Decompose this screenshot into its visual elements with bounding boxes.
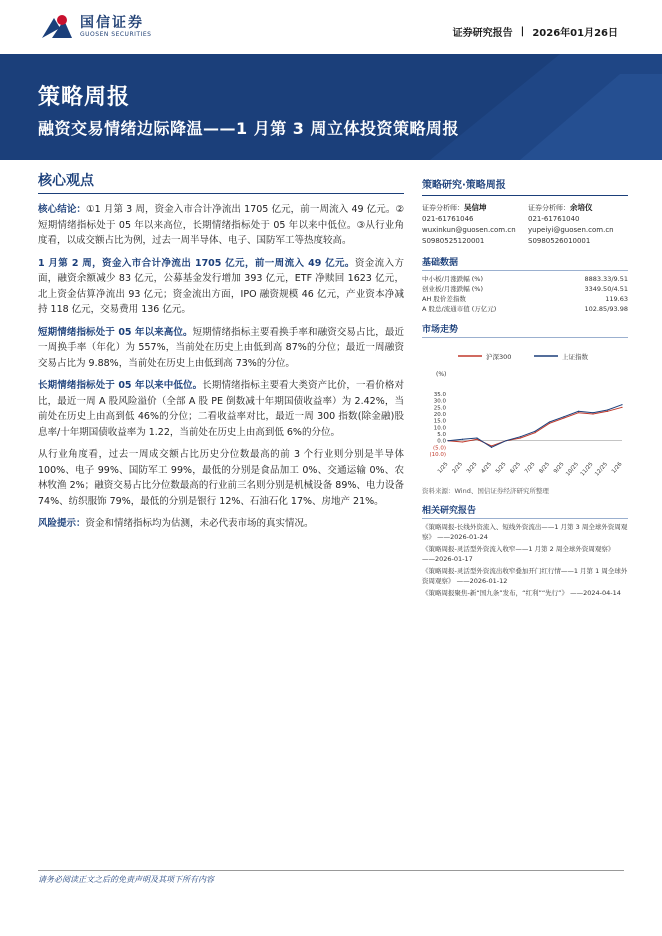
x-tick-label: 7/25 xyxy=(523,461,537,475)
analyst-email[interactable]: wuxinkun@guosen.com.cn xyxy=(422,226,516,234)
short-term-text: 短期情绪指标主要看换手率和融资交易占比，最近一周换手率（年化）为 557%，当前处在历史上由低到高 87%的分位；最近一周融资交易占比为 9.88%，当前处在历史上由低到高 73%的分位。 xyxy=(38,326,404,369)
fund-flow-label: 1 月第 2 周，资金入市合计净流出 1705 亿元，前一周流入 49 亿元。 xyxy=(38,257,355,269)
footer-divider xyxy=(38,870,624,871)
core-views-title: 核心观点 xyxy=(38,170,404,194)
fund-flow-text: 资金流入方面，融资余额减少 83 亿元，公募基金发行增加 393 亿元，ETF 净赎回 1623 亿元，北上资金估算净流出 93 亿元；资金流出方面，IPO 融资规模 46 亿元，产业资本净减持 118 亿元，交易费用 136 亿元。 xyxy=(38,257,404,315)
data-point xyxy=(592,413,593,414)
analyst-card xyxy=(528,202,628,247)
x-tick-label: 2/25 xyxy=(451,461,465,475)
main-content xyxy=(38,170,404,539)
basic-data-key: AH 股价差指数 xyxy=(422,295,466,303)
related-report-item[interactable]: 《策略周报聚焦-新“国九条”发布，“红利”“先行”》 ——2024-04-14 xyxy=(422,589,621,597)
report-date: 2026年01月26日 xyxy=(532,28,618,39)
y-tick-label: 30.0 xyxy=(433,398,446,405)
market-trend-svg xyxy=(422,342,628,484)
data-point xyxy=(534,431,535,432)
x-tick-label: 12/25 xyxy=(594,461,610,478)
data-point xyxy=(607,411,608,412)
data-point xyxy=(491,445,492,446)
report-type: 证券研究报告 xyxy=(452,28,513,39)
x-tick-label: 1/26 xyxy=(610,461,624,475)
industry-paragraph: 从行业角度看，过去一周成交额占比历史分位数最高的前 3 个行业则分别是半导体 100%、电子 99%、国防军工 99%，最低的分别是食品加工 0%、交通运输 0%、农林牧渔 2%；融资交易占比分位数最高的行业前三名则分别是机械设备 89%、电力设备 74%、纺织服饰 79%，最低的分别是银行 12%、石油石化 17%、房地产 21%。 xyxy=(38,449,404,507)
data-point xyxy=(578,412,579,413)
brand-name-en: GUOSEN SECURITIES xyxy=(80,31,152,38)
x-tick-label: 6/25 xyxy=(509,461,523,475)
short-term-label: 短期情绪指标处于 05 年以来高位。 xyxy=(38,326,193,338)
data-point xyxy=(476,437,477,438)
data-point xyxy=(476,439,477,440)
core-conclusion-text: ①1 月第 3 周，资金入市合计净流出 1705 亿元，前一周流入 49 亿元。②短期情绪指标处于 05 年以来高位，长期情绪指标处于 05 年以来中低位。③从行业角度看，以成交额占比为例，过去一周半导体、电子、国防军工等热度较高。 xyxy=(38,204,404,246)
basic-data-value: 102.85/93.98 xyxy=(584,305,628,313)
y-tick-label: 25.0 xyxy=(433,405,446,412)
analyst-phone: 021-61761046 xyxy=(422,215,474,223)
market-trend-chart xyxy=(422,342,628,484)
basic-data-table xyxy=(422,274,628,314)
basic-data-key: 中小板/月涨跌幅 (%) xyxy=(422,275,484,283)
analyst-license: S0980525120001 xyxy=(422,237,485,245)
basic-data-row xyxy=(422,274,628,284)
data-point xyxy=(520,436,521,437)
related-reports-title: 相关研究报告 xyxy=(422,503,628,519)
meta-separator: | xyxy=(520,26,525,37)
data-point xyxy=(621,407,622,408)
basic-data-value: 119.63 xyxy=(605,295,628,303)
report-title: 策略周报 xyxy=(38,85,131,110)
analyst-list xyxy=(422,202,628,247)
brand-logo xyxy=(40,14,151,40)
data-point xyxy=(534,432,535,433)
x-tick-label: 1/25 xyxy=(436,461,450,475)
basic-data-value: 8883.33/9.51 xyxy=(584,275,628,283)
legend-label: 沪深300 xyxy=(486,353,512,361)
basic-data-key: 创业板/月涨跌幅 (%) xyxy=(422,285,484,293)
data-point xyxy=(563,416,564,417)
y-tick-label: 5.0 xyxy=(437,432,446,438)
data-point xyxy=(621,404,622,405)
y-tick-label: 20.0 xyxy=(433,412,446,418)
sidebar xyxy=(422,176,628,600)
data-point xyxy=(462,439,463,440)
related-report-item[interactable]: 《策略周报-灵活型外资流出收窄叠加开门红行情——1 月第 1 周全球外资周观察》 ——2026-01-12 xyxy=(422,567,628,585)
y-tick-label: (10.0) xyxy=(429,452,446,458)
y-tick-label: (5.0) xyxy=(432,445,446,452)
long-term-label: 长期情绪指标处于 05 年以来中低位。 xyxy=(38,380,203,391)
analyst-license: S0980526010001 xyxy=(528,237,591,245)
data-point xyxy=(578,411,579,412)
x-tick-label: 3/25 xyxy=(465,461,479,475)
analyst-name: 吴信坤 xyxy=(464,203,487,212)
data-point xyxy=(563,417,564,418)
fund-flow-paragraph xyxy=(38,256,404,318)
risk-paragraph xyxy=(38,516,404,532)
risk-text: 资金和情绪指标均为估测，未必代表市场的真实情况。 xyxy=(85,518,314,529)
x-tick-label: 10/25 xyxy=(565,461,581,478)
basic-data-row xyxy=(422,304,628,314)
guosen-logo-icon xyxy=(40,14,74,40)
report-header xyxy=(0,0,662,54)
analyst-role: 证券分析师： xyxy=(528,204,570,212)
core-conclusion-label: 核心结论： xyxy=(38,204,87,215)
y-tick-label: 15.0 xyxy=(433,418,446,425)
long-term-paragraph xyxy=(38,378,404,440)
related-reports-list xyxy=(422,522,628,598)
data-point xyxy=(607,409,608,410)
related-report-item[interactable]: 《策略周报-灵活型外资流入收窄——1 月第 2 周全球外资周观察》 ——2026-01-17 xyxy=(422,545,615,563)
y-tick-label: 35.0 xyxy=(433,392,446,398)
x-tick-label: 11/25 xyxy=(579,461,595,478)
basic-data-key: A 股总/流通市值 (万亿元) xyxy=(422,305,497,313)
data-point xyxy=(505,440,506,441)
analyst-role: 证券分析师： xyxy=(422,204,464,212)
analyst-email[interactable]: yupeiyi@guosen.com.cn xyxy=(528,226,614,234)
data-point xyxy=(592,412,593,413)
basic-data-row xyxy=(422,284,628,294)
basic-data-row xyxy=(422,294,628,304)
report-subtitle: 融资交易情绪边际降温——1 月第 3 周立体投资策略周报 xyxy=(38,119,459,138)
x-tick-label: 5/25 xyxy=(494,461,508,475)
short-term-paragraph xyxy=(38,325,404,372)
market-trend-title: 市场走势 xyxy=(422,322,628,338)
data-point xyxy=(491,447,492,448)
legend-label: 上证指数 xyxy=(562,353,588,361)
core-conclusion xyxy=(38,202,404,249)
footer-disclaimer: 请务必阅读正文之后的免责声明及其项下所有内容 xyxy=(38,875,214,884)
y-tick-label: 0.0 xyxy=(437,438,446,445)
report-meta xyxy=(453,24,618,39)
title-banner xyxy=(0,54,662,160)
analyst-phone: 021-61761040 xyxy=(528,215,580,223)
long-term-text: 长期情绪指标主要看大类资产比价，一看价格对比，最近一周 A 股风险溢价（全部 A 股 PE 倒数减十年期国债收益率）为 2.42%，当前处在历史上由高到低 46%的分位；二看收益率对比，最近一周 300 指数(除金融)股息率/十年期国债收益率为 1.22，当前处在历史上由高到低 6%的分位。 xyxy=(38,380,404,438)
chart-source: 资料来源：Wind、国信证券经济研究所整理 xyxy=(422,487,549,495)
x-tick-label: 9/25 xyxy=(552,461,566,475)
series-line xyxy=(448,407,622,446)
x-tick-label: 4/25 xyxy=(480,461,494,475)
analyst-name: 余培仪 xyxy=(570,203,593,212)
risk-label: 风险提示： xyxy=(38,518,86,529)
y-axis-label: (%) xyxy=(436,371,447,378)
data-point xyxy=(549,421,550,422)
data-point xyxy=(462,441,463,442)
y-tick-label: 10.0 xyxy=(433,425,446,432)
sidebar-category: 策略研究·策略周报 xyxy=(422,176,628,196)
x-tick-label: 8/25 xyxy=(538,461,552,475)
analyst-card xyxy=(422,202,522,247)
brand-name-cn: 国信证券 xyxy=(80,15,144,31)
data-point xyxy=(549,423,550,424)
data-point xyxy=(520,437,521,438)
basic-data-value: 3349.50/4.51 xyxy=(584,285,628,293)
basic-data-title: 基础数据 xyxy=(422,255,628,271)
data-point xyxy=(447,440,448,441)
related-report-item[interactable]: 《策略周报-长线外资流入、短线外资流出——1 月第 3 周全球外资周观察》 ——2026-01-24 xyxy=(422,523,628,541)
